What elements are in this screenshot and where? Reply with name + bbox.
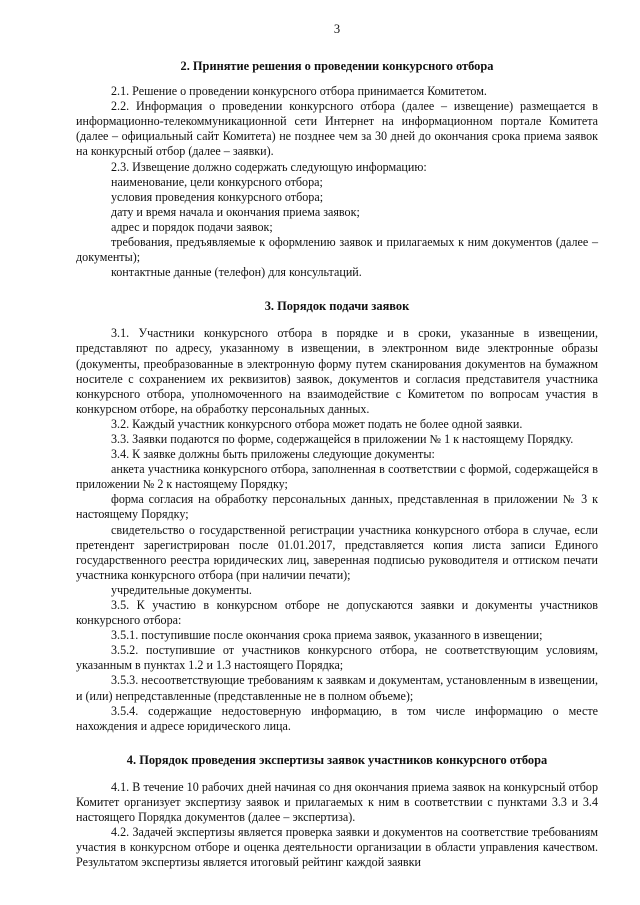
section-2-title: 2. Принятие решения о проведении конкурсного отбора <box>180 59 494 74</box>
list-item: требования, предъявляемые к оформлению заявок и прилагаемых к ним документов (далее – документы); <box>76 235 598 265</box>
list-item: наименование, цели конкурсного отбора; <box>111 174 323 189</box>
paragraph: 3.5. К участию в конкурсном отборе не допускаются заявки и документы участников конкурсного отбора: <box>76 598 598 628</box>
list-item: контактные данные (телефон) для консультаций. <box>111 265 362 280</box>
list-item: дату и время начала и окончания приема заявок; <box>111 204 360 219</box>
list-item: учредительные документы. <box>111 582 252 597</box>
paragraph: 2.1. Решение о проведении конкурсного отбора принимается Комитетом. <box>111 84 487 99</box>
list-item: адрес и порядок подачи заявок; <box>111 219 273 234</box>
paragraph: 2.2. Информация о проведении конкурсного отбора (далее – извещение) размещается в информационно-телекоммуникационной сети Интернет на информационном портале Комитета (далее – официальный сайт Комитета) не позднее чем за 30 дней до окончания срока приема заявок на конкурсный отбор (далее – заявки). <box>76 99 598 159</box>
list-item: 3.5.3. несоответствующие требованиям к заявкам и документам, установленным в извещении, и (или) непредставленные (представленные не в полном объеме); <box>76 673 598 703</box>
list-item: 3.5.1. поступившие после окончания срока приема заявок, указанного в извещении; <box>111 628 543 643</box>
list-item: 3.5.4. содержащие недостоверную информацию, в том числе информацию о месте нахождения и адресе юридического лица. <box>76 703 598 733</box>
paragraph: 3.3. Заявки подаются по форме, содержащейся в приложении № 1 к настоящему Порядку. <box>111 431 574 446</box>
paragraph: 4.1. В течение 10 рабочих дней начиная со дня окончания приема заявок на конкурсный отбор Комитет организует экспертизу заявок и прилагаемых к ним в соответствии с пунктами 3.3 и 3.4 настоящего Порядка документов (далее – экспертиза). <box>76 779 598 825</box>
list-item: анкета участника конкурсного отбора, заполненная в соответствии с формой, содержащейся в приложении № 2 к настоящему Порядку; <box>76 462 598 492</box>
paragraph: 2.3. Извещение должно содержать следующую информацию: <box>111 159 427 174</box>
list-item: 3.5.2. поступившие от участников конкурсного отбора, не соответствующим условиям, указанным в пунктах 1.2 и 1.3 настоящего Порядка; <box>76 643 598 673</box>
section-4-title: 4. Порядок проведения экспертизы заявок участников конкурсного отбора <box>126 752 548 767</box>
paragraph: 3.1. Участники конкурсного отбора в порядке и в сроки, указанные в извещении, представляют по адресу, указанному в извещении, в электронном виде электронные образы (документы, преобразованные в электронную форму путем сканирования документов на бумажном носителе с сохранением их реквизитов) заявок, документов и согласия представителя участника конкурсного отбора, уполномоченного на взаимодействие с Комитетом по вопросам участия в конкурсном отборе, на обработку персональных данных. <box>76 326 598 416</box>
list-item: свидетельство о государственной регистрации участника конкурсного отбора в случае, если претендент зарегистрирован после 01.01.2017, представляется копия листа записи Единого государственного реестра юридических лиц, заверенная подписью руководителя и оттиском печати участника конкурсного отбора (при наличии печати); <box>76 522 598 582</box>
list-item: форма согласия на обработку персональных данных, представленная в приложении № 3 к настоящему Порядку; <box>76 492 598 522</box>
paragraph: 4.2. Задачей экспертизы является проверка заявки и документов на соответствие требованиям участия в конкурсном отборе и оценка деятельности организации в области управления качеством. Результатом экспертизы является итоговый рейтинг каждой заявки <box>76 825 598 870</box>
section-3-title: 3. Порядок подачи заявок <box>264 299 410 314</box>
paragraph: 3.2. Каждый участник конкурсного отбора может подать не более одной заявки. <box>111 416 523 431</box>
paragraph: 3.4. К заявке должны быть приложены следующие документы: <box>111 447 435 462</box>
list-item: условия проведения конкурсного отбора; <box>111 189 324 204</box>
page-number: 3 <box>333 22 341 36</box>
